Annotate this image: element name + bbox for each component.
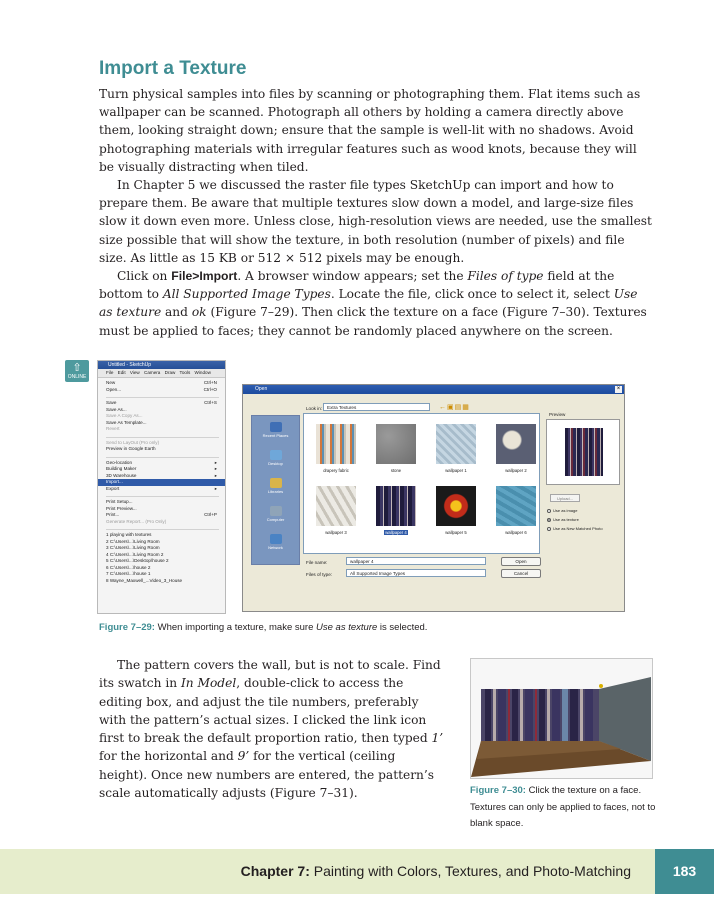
open-dialog-screenshot bbox=[242, 384, 625, 612]
menu-item[interactable]: Print Preview... bbox=[106, 505, 137, 511]
submenu-arrow-icon: ▸ bbox=[214, 485, 217, 491]
menu-item[interactable]: 7 C:\Users\...\house 1 bbox=[106, 571, 151, 576]
submenu-arrow-icon: ▸ bbox=[214, 472, 217, 478]
import-option-radio[interactable]: Use as texture bbox=[547, 517, 579, 522]
body-text-2 bbox=[99, 656, 444, 802]
radio-icon bbox=[547, 518, 551, 522]
preview-image bbox=[565, 428, 603, 476]
menu-item[interactable]: Building Maker ▸ bbox=[106, 466, 217, 471]
up-arrow-icon: ⇧ bbox=[72, 361, 82, 374]
import-option-radio[interactable]: Use as image bbox=[547, 508, 577, 513]
place-icon bbox=[270, 450, 282, 460]
file-name-input[interactable]: wallpaper 4 bbox=[346, 557, 486, 565]
menu-separator bbox=[106, 526, 219, 530]
file-thumbnail[interactable] bbox=[436, 486, 476, 526]
paragraph-2: In Chapter 5 we discussed the raster file types SketchUp can import and how to prepare them. Be aware that multiple textures slow down a model, and large-size files slow it down even more. Unless close, high-resolution views are needed, use the smallest size possible that will show the texture, in both resolution (number of pixels) and file size. As little as 15 KB or 512 × 512 pixels may be enough. bbox=[99, 178, 652, 265]
place-icon bbox=[270, 534, 282, 544]
file-label[interactable]: wallpaper 3 bbox=[325, 530, 347, 535]
preview-label: Preview bbox=[549, 412, 566, 417]
paragraph-3: Click on File>Import. A browser window appears; set the Files of type field at the bottom to All Supported Image Types. Locate the file, click once to select it, select Use as texture and ok (Figure 7–29). Then click the texture on a face (Figure 7–30). Textures must be applied to faces; they cannot be randomly placed anywhere on the screen. bbox=[99, 269, 647, 338]
import-option-radio[interactable]: Use as New Matched Photo bbox=[547, 526, 603, 531]
place-item[interactable]: Desktop bbox=[252, 450, 299, 466]
file-thumbnail[interactable] bbox=[496, 424, 536, 464]
menu-separator bbox=[106, 493, 219, 497]
menu-item[interactable]: Open... Ctrl+O bbox=[106, 386, 217, 392]
chapter-running-footer: Chapter 7: Painting with Colors, Textures, and Photo-Matching bbox=[240, 863, 631, 879]
app-title-bar: Untitled - SketchUp bbox=[98, 361, 225, 369]
paragraph-1: Turn physical samples into files by scanning or photographing them. Flat items such as wallpaper can be scanned. Photograph all others by holding a camera directly above them, looking straight down; ensure that the sample is well-lit with no shadows. Avoid photographing materials with irregular features such as wood knots, because they will be visually distracting when tiled. bbox=[99, 87, 641, 174]
menu-item[interactable]: 3 C:\Users\...\Living Room bbox=[106, 545, 160, 550]
submenu-arrow-icon: ▸ bbox=[214, 466, 217, 471]
menu-item[interactable]: Save As... bbox=[106, 406, 127, 412]
file-label[interactable]: drapery fabric bbox=[323, 468, 349, 473]
place-item[interactable]: Recent Places bbox=[252, 422, 299, 438]
section-heading: Import a Texture bbox=[99, 58, 247, 79]
close-icon[interactable]: × bbox=[616, 386, 621, 392]
figure-29-caption: Figure 7–29: When importing a texture, make sure Use as texture is selected. bbox=[99, 622, 428, 633]
menu-bar: File Edit View Camera Draw Tools Window bbox=[98, 369, 225, 378]
file-type-label: Files of type: bbox=[306, 572, 333, 577]
folder-toolbar-icons[interactable]: ←▣▤▦ bbox=[439, 404, 470, 411]
look-in-dropdown[interactable]: Extra Textures bbox=[323, 403, 430, 411]
menu-item[interactable]: 8 Wayne_Maxwell_...Video_3_House bbox=[106, 577, 183, 583]
wallpaper-stripes bbox=[485, 689, 593, 741]
menu-item[interactable]: Print Setup... bbox=[106, 499, 133, 504]
menu-item[interactable]: Geo-location ▸ bbox=[106, 459, 217, 465]
upload-button[interactable]: Upload... bbox=[550, 494, 580, 502]
place-item[interactable]: Libraries bbox=[252, 478, 299, 494]
file-label[interactable]: stone bbox=[390, 468, 402, 473]
menu-item[interactable]: Print... Ctrl+P bbox=[106, 512, 217, 517]
file-thumbnail[interactable] bbox=[496, 486, 536, 526]
file-name-label: File name: bbox=[306, 560, 328, 565]
page-number: 183 bbox=[655, 849, 714, 894]
menu-item[interactable]: 5 C:\Users\...\Desktop\house 2 bbox=[106, 558, 169, 563]
menu-item[interactable]: Save A Copy As... bbox=[106, 413, 143, 418]
menu-separator bbox=[106, 394, 219, 398]
menu-separator bbox=[106, 434, 219, 438]
menu-separator bbox=[106, 454, 219, 458]
file-menu-list bbox=[98, 378, 225, 584]
file-label[interactable]: wallpaper 6 bbox=[505, 530, 527, 535]
file-menu-screenshot bbox=[97, 360, 226, 614]
file-thumbnail[interactable] bbox=[316, 486, 356, 526]
menu-item[interactable]: Generate Report... (Pro Only) bbox=[106, 518, 167, 524]
dialog-title-bar: Open × bbox=[243, 385, 624, 394]
figure-30-caption: Figure 7–30: Click the texture on a face. Textures can only be applied to faces, not to blank space. bbox=[470, 785, 656, 829]
places-bar bbox=[251, 415, 300, 565]
room-render-image bbox=[470, 658, 653, 779]
file-label[interactable]: wallpaper 2 bbox=[505, 468, 527, 473]
menu-item[interactable]: 3D Warehouse ▸ bbox=[106, 472, 217, 478]
file-thumbnail[interactable] bbox=[376, 424, 416, 464]
file-thumbnail[interactable] bbox=[376, 486, 416, 526]
menu-item[interactable]: 4 C:\Users\...\Living Room 2 bbox=[106, 551, 164, 557]
body-text bbox=[99, 85, 653, 340]
file-list bbox=[303, 413, 540, 554]
file-label[interactable]: wallpaper 4 bbox=[385, 530, 407, 535]
place-icon bbox=[270, 478, 282, 488]
open-button[interactable]: Open bbox=[501, 557, 541, 566]
place-icon bbox=[270, 506, 282, 516]
file-label[interactable]: wallpaper 1 bbox=[445, 468, 467, 473]
menu-item[interactable]: 6 C:\Users\...\house 2 bbox=[106, 564, 151, 570]
radio-icon bbox=[547, 509, 551, 513]
file-thumbnail[interactable] bbox=[436, 424, 476, 464]
online-badge: ⇧ ONLINE bbox=[65, 360, 89, 382]
submenu-arrow-icon: ▸ bbox=[214, 459, 217, 465]
file-thumbnail[interactable] bbox=[316, 424, 356, 464]
menu-item[interactable]: Revert bbox=[106, 426, 120, 431]
menu-item[interactable]: Export ▸ bbox=[106, 485, 217, 491]
menu-item[interactable]: Preview in Google Earth bbox=[106, 446, 156, 451]
place-item[interactable]: Network bbox=[252, 534, 299, 550]
look-in-label: Look in: bbox=[306, 406, 323, 411]
menu-item[interactable]: 2 C:\Users\...\Living Room bbox=[106, 538, 160, 544]
paragraph-4: The pattern covers the wall, but is not to scale. Find its swatch in In Model, double-click to access the editing box, and adjust the tile numbers, preferably with the pattern’s actual sizes. I clicked the link icon first to break the default proportion ratio, then typed 1’ for the horizontal and 9’ for the vertical (ceiling height). Once new numbers are entered, the pattern’s scale automatically adjusts (Figure 7–31). bbox=[99, 658, 444, 801]
file-label[interactable]: wallpaper 5 bbox=[445, 530, 467, 535]
menu-item[interactable]: New Ctrl+N bbox=[106, 380, 217, 385]
place-icon bbox=[270, 422, 282, 432]
radio-icon bbox=[547, 527, 551, 531]
menu-item[interactable]: Send to LayOut (Pro only) bbox=[106, 439, 160, 445]
textured-room-illustration bbox=[471, 659, 653, 779]
preview-pane bbox=[546, 419, 620, 485]
menu-item[interactable]: Save Ctrl+S bbox=[106, 400, 217, 405]
menu-item[interactable]: 1 playing with textures bbox=[106, 532, 152, 537]
menu-item[interactable]: Save As Template... bbox=[106, 419, 147, 425]
place-item[interactable]: Computer bbox=[252, 506, 299, 522]
menu-item[interactable]: Import... bbox=[98, 479, 225, 486]
file-type-select[interactable]: All Supported Image Types bbox=[346, 569, 486, 577]
cancel-button[interactable]: Cancel bbox=[501, 569, 541, 578]
